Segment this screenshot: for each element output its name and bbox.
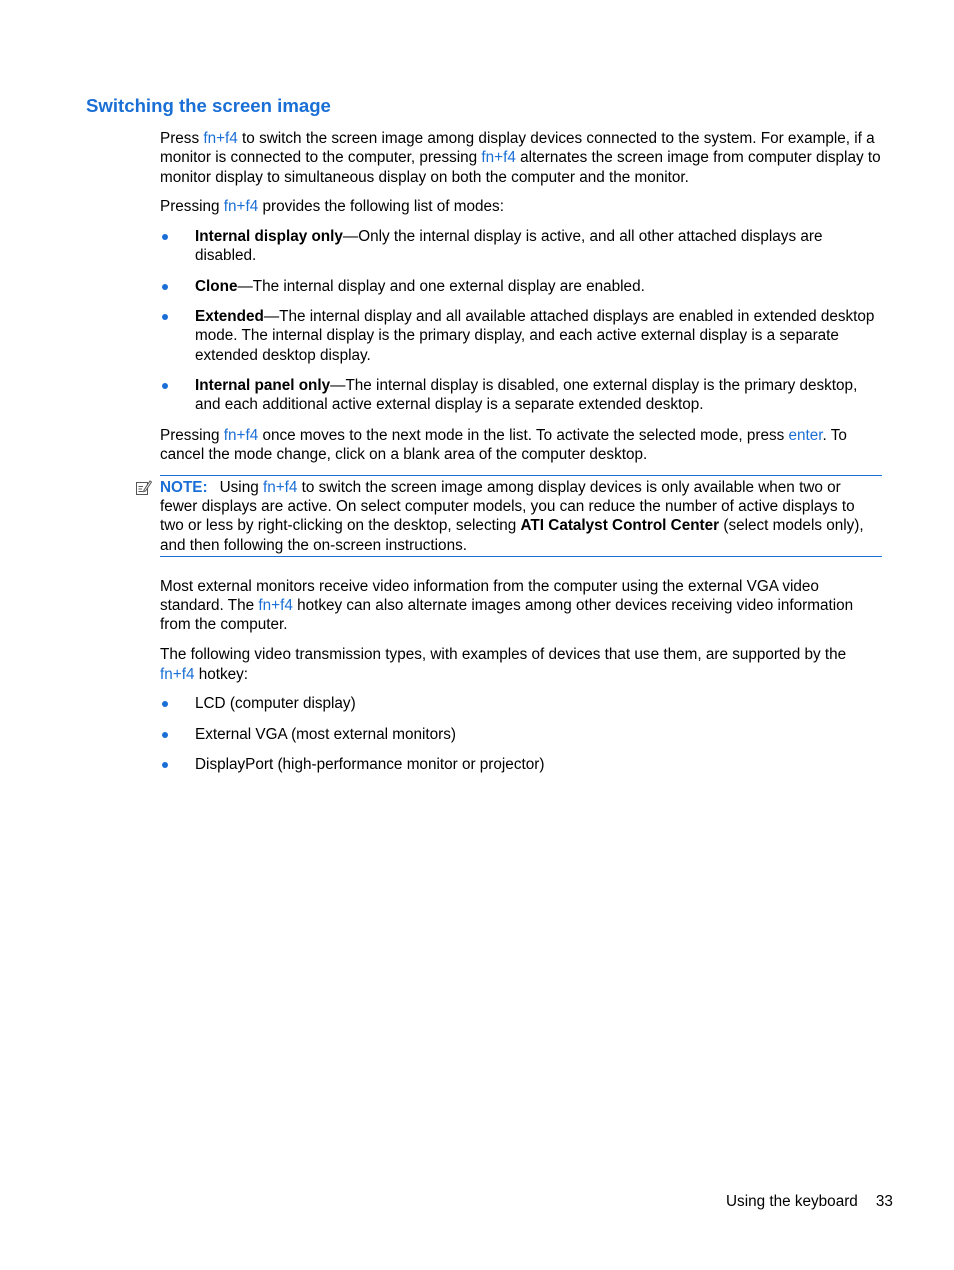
text: hotkey can also alternate images among other devices receiving video information from the computer. (160, 597, 854, 634)
hotkey-fn-f4: fn+f4 (258, 597, 293, 615)
section-heading: Switching the screen image (86, 95, 331, 116)
hotkey-fn-f4: fn+f4 (262, 478, 298, 496)
hotkey-fn-f4: fn+f4 (203, 130, 238, 147)
mode-description: —Only the internal display is active, and all other attached displays are disabled. (195, 228, 823, 265)
text: Using (219, 478, 263, 496)
text: to switch the screen image among display devices is only available when two or fewer displays are active. On select computer models, you can reduce the number of active displays to two or less by right-clicking on the desktop, selecting (160, 478, 855, 535)
page-footer (726, 1192, 893, 1212)
list-item-external-vga (160, 725, 882, 744)
intro-paragraph (160, 129, 882, 187)
text: Pressing (160, 198, 224, 216)
list-item-lcd (160, 694, 882, 713)
list-item-extended (160, 307, 882, 365)
text: Pressing (160, 426, 224, 444)
video-type-label: External VGA (most external monitors) (195, 725, 456, 743)
text: to switch the screen image among display devices connected to the system. For example, if a monitor is connected to the computer, pressing (160, 130, 875, 167)
bullet-dot-icon (162, 701, 168, 707)
note-box (160, 475, 882, 557)
video-types-intro-paragraph (160, 645, 882, 684)
vga-paragraph (160, 577, 882, 635)
modes-intro-paragraph (160, 197, 882, 216)
list-item-internal-panel-only (160, 376, 882, 415)
note-label: NOTE: (160, 478, 208, 496)
mode-switch-paragraph (160, 426, 882, 465)
hotkey-fn-f4: fn+f4 (160, 665, 195, 683)
bullet-dot-icon (162, 314, 168, 320)
text: . To cancel the mode change, click on a blank area of the computer desktop. (160, 426, 847, 463)
hotkey-fn-f4: fn+f4 (481, 149, 516, 167)
bullet-dot-icon (162, 284, 168, 290)
display-modes-list (160, 227, 882, 414)
ati-catalyst-label: ATI Catalyst Control Center (520, 517, 720, 535)
text: alternates the screen image from computer display to monitor display to simultaneous display on both the computer and the monitor. (160, 149, 881, 186)
text: provides the following list of modes: (258, 198, 504, 216)
text: Most external monitors receive video information from the computer using the external VGA video standard. The (160, 577, 819, 615)
footer-section-title: Using the keyboard (726, 1193, 858, 1210)
note-pencil-icon (135, 479, 152, 496)
text: Press (160, 130, 204, 147)
text: The following video transmission types, with examples of devices that use them, are supported by the (160, 646, 847, 664)
section-body (160, 129, 882, 785)
mode-description: —The internal display is disabled, one external display is the primary desktop, and each additional active external display is a separate extended desktop. (195, 376, 858, 414)
mode-description: —The internal display and one external display are enabled. (237, 277, 645, 295)
bullet-dot-icon (162, 234, 168, 240)
video-type-label: LCD (computer display) (195, 695, 356, 713)
mode-name: Internal panel only (195, 376, 331, 394)
list-item-internal-display-only (160, 227, 882, 266)
list-item-displayport (160, 755, 882, 774)
mode-name: Clone (195, 277, 238, 295)
hotkey-fn-f4: fn+f4 (223, 426, 259, 444)
page-number: 33 (875, 1193, 893, 1210)
video-types-list (160, 694, 882, 774)
hotkey-fn-f4: fn+f4 (223, 198, 259, 216)
hotkey-enter: enter (788, 426, 823, 444)
mode-name: Extended (195, 308, 264, 326)
video-type-label: DisplayPort (high-performance monitor or projector) (195, 755, 545, 773)
list-item-clone (160, 277, 882, 296)
text: once moves to the next mode in the list. To activate the selected mode, press (258, 426, 789, 444)
bullet-dot-icon (162, 762, 168, 768)
text: hotkey: (194, 665, 249, 683)
mode-name: Internal display only (195, 228, 343, 246)
bullet-dot-icon (162, 383, 168, 389)
text: (select models only), and then following the on-screen instructions. (160, 517, 864, 554)
bullet-dot-icon (162, 732, 168, 738)
mode-description: —The internal display and all available attached displays are enabled in extended desktop mode. The internal display is the primary display, and each active external display is a separate extended desktop display. (195, 308, 875, 364)
